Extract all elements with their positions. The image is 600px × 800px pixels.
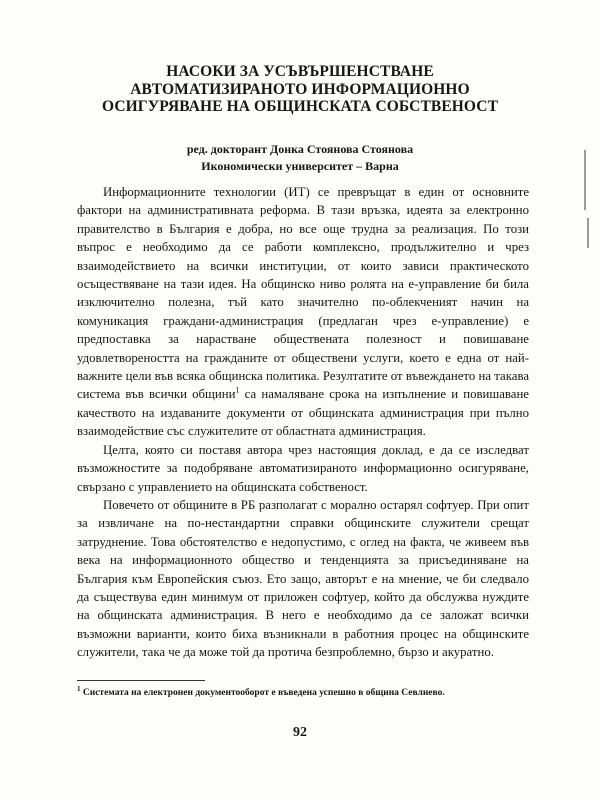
author-block	[60, 141, 540, 175]
page-number: 92	[293, 725, 307, 740]
paragraph-1	[77, 183, 529, 441]
author-name: ред. докторант Донка Стоянова Стоянова	[186, 142, 414, 156]
title-line-2: АВТОМАТИЗИРАНОТО ИНФОРМАЦИОННО	[130, 80, 470, 98]
document-title	[60, 63, 540, 116]
scan-edge-mark	[587, 218, 589, 248]
scan-edge-mark	[584, 150, 586, 210]
paragraph-1-text-continued: са намаляване срока на изпълнение и повишаване качеството на издаваните документи от общинската администрация при пълно взаимодействие със служителите от областната администрация.	[77, 387, 529, 439]
title-line-3: ОСИГУРЯВАНЕ НА ОБЩИНСКАТА СОБСТВЕНОСТ	[101, 98, 499, 115]
paragraph-2: Целта, която си поставя автора чрез настоящия доклад, е да се изследват възможностите за подобряване автоматизираното информационно осигуряване, свързано с управлението на общинската собственост.	[77, 442, 529, 494]
paragraph-3: Повечето от общините в РБ разполагат с морално остарял софтуер. При опит за извличане на по-нестандартни справки общинските служители срещат затруднение. Това обстоятелство е недопустимо, с оглед на факта, че живеем във века на информационното общество и тенденцията за присъединяване на България към Европейския съюз. Ето защо, авторът е на мнение, че би следвало да съществува един минимум от приложен софтуер, който да обслужва нуждите на общинската администрация. В него е необходимо да се заложат всички възможни варианти, които биха възникнали в работния процес на общинските служители, така че да може той да протича безпроблемно, бързо и акуратно.	[77, 497, 529, 660]
title-line-1: НАСОКИ ЗА УСЪВЪРШЕНСТВАНЕ	[166, 63, 434, 80]
body-text	[77, 183, 529, 662]
footnote-mark: 1	[77, 685, 81, 693]
paragraph-1-text: Информационните технологии (ИТ) се превръщат в един от основните фактори на административната реформа. В тази връзка, идеята за електронно правителство в България е добра, но все още трудна за реализация. По този въпрос е необходимо да се работи комплексно, продължително и чрез взаимодействието на всички институции, от които зависи практическото осъществяване на тази идея. На общинско ниво ролята на е-управление би била изключително полезна, тъй като значително по-облекченият начин на комуникация граждани-администрация (предлаган чрез е-управление) е предпоставка за нарастване обществената полезност и повишаване удовлетвореността на гражданите от обществени услуги, което е една от най-важните цели във всяка общинска политика. Резултатите от въвеждането на такава система във всички общини	[77, 185, 529, 402]
footnote	[77, 683, 547, 699]
footnote-text: Системата на електронен документооборот е въведена успешно в община Севлиево.	[80, 688, 445, 699]
footnote-divider	[77, 680, 205, 681]
footnote-reference: 1	[235, 386, 240, 396]
author-affiliation: Икономически университет – Варна	[201, 159, 399, 173]
